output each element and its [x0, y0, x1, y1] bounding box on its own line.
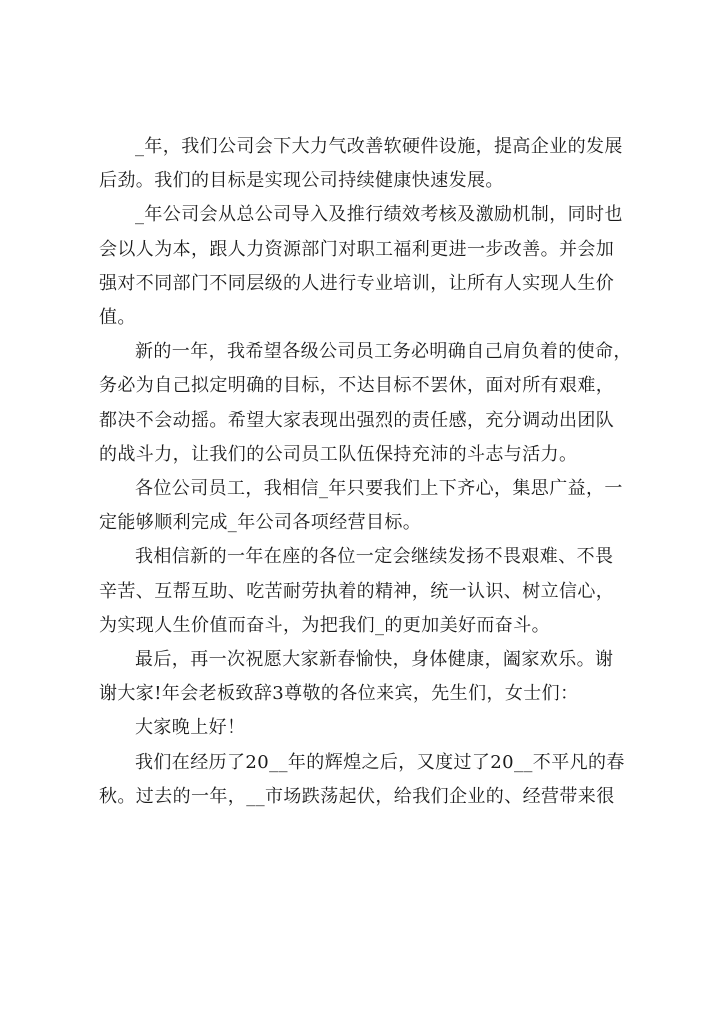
- paragraph-8: [99, 746, 644, 814]
- text-line: 我们在经历了20__年的辉煌之后，又度过了20__不平凡的春: [135, 751, 625, 773]
- text-line: 都决不会动摇。希望大家表现出强烈的责任感，充分调动出团队: [99, 409, 615, 431]
- paragraph-2: [99, 198, 644, 335]
- text-line: 秋。过去的一年，__市场跌荡起伏，给我们企业的、经营带来很: [99, 785, 615, 807]
- text-line: 最后，再一次祝愿大家新春愉快，身体健康，阖家欢乐。谢: [135, 649, 614, 671]
- paragraph-1: [99, 130, 644, 198]
- document-body: [99, 130, 644, 814]
- text-line: 大家晚上好！: [135, 717, 246, 739]
- paragraph-3: [99, 335, 644, 472]
- text-line: 新的一年，我希望各级公司员工务必明确自己肩负着的使命，: [135, 341, 632, 363]
- text-line: _年，我们公司会下大力气改善软硬件设施，提高企业的发展: [135, 136, 623, 157]
- text-line: 辛苦、互帮互助、吃苦耐劳执着的精神，统一认识、树立信心，: [99, 580, 615, 602]
- paragraph-5: [99, 540, 644, 643]
- text-line: 谢大家!年会老板致辞3尊敬的各位来宾，先生们，女士们：: [99, 683, 579, 705]
- text-line: 的战斗力，让我们的公司员工队伍保持充沛的斗志与活力。: [99, 443, 578, 465]
- text-line: _年公司会从总公司导入及推行绩效考核及激励机制，同时也: [135, 204, 623, 226]
- paragraph-7: [99, 711, 644, 745]
- text-line: 会以人为本，跟人力资源部门对职工福利更进一步改善。并会加: [99, 238, 615, 260]
- text-line: 为实现人生价值而奋斗，为把我们_的更加美好而奋斗。: [99, 614, 550, 636]
- text-line: 各位公司员工，我相信_年只要我们上下齐心，集思广益，一: [135, 478, 623, 500]
- text-line: 务必为自己拟定明确的目标，不达目标不罢休，面对所有艰难，: [99, 375, 615, 397]
- text-line: 强对不同部门不同层级的人进行专业培训，让所有人实现人生价: [99, 272, 615, 294]
- text-line: 定能够顺利完成_年公司各项经营目标。: [99, 512, 422, 534]
- text-line: 值。: [99, 307, 136, 329]
- paragraph-4: [99, 472, 644, 540]
- paragraph-6: [99, 643, 644, 711]
- text-line: 我相信新的一年在座的各位一定会继续发扬不畏艰难、不畏: [135, 546, 614, 568]
- text-line: 后劲。我们的目标是实现公司持续健康快速发展。: [99, 170, 504, 192]
